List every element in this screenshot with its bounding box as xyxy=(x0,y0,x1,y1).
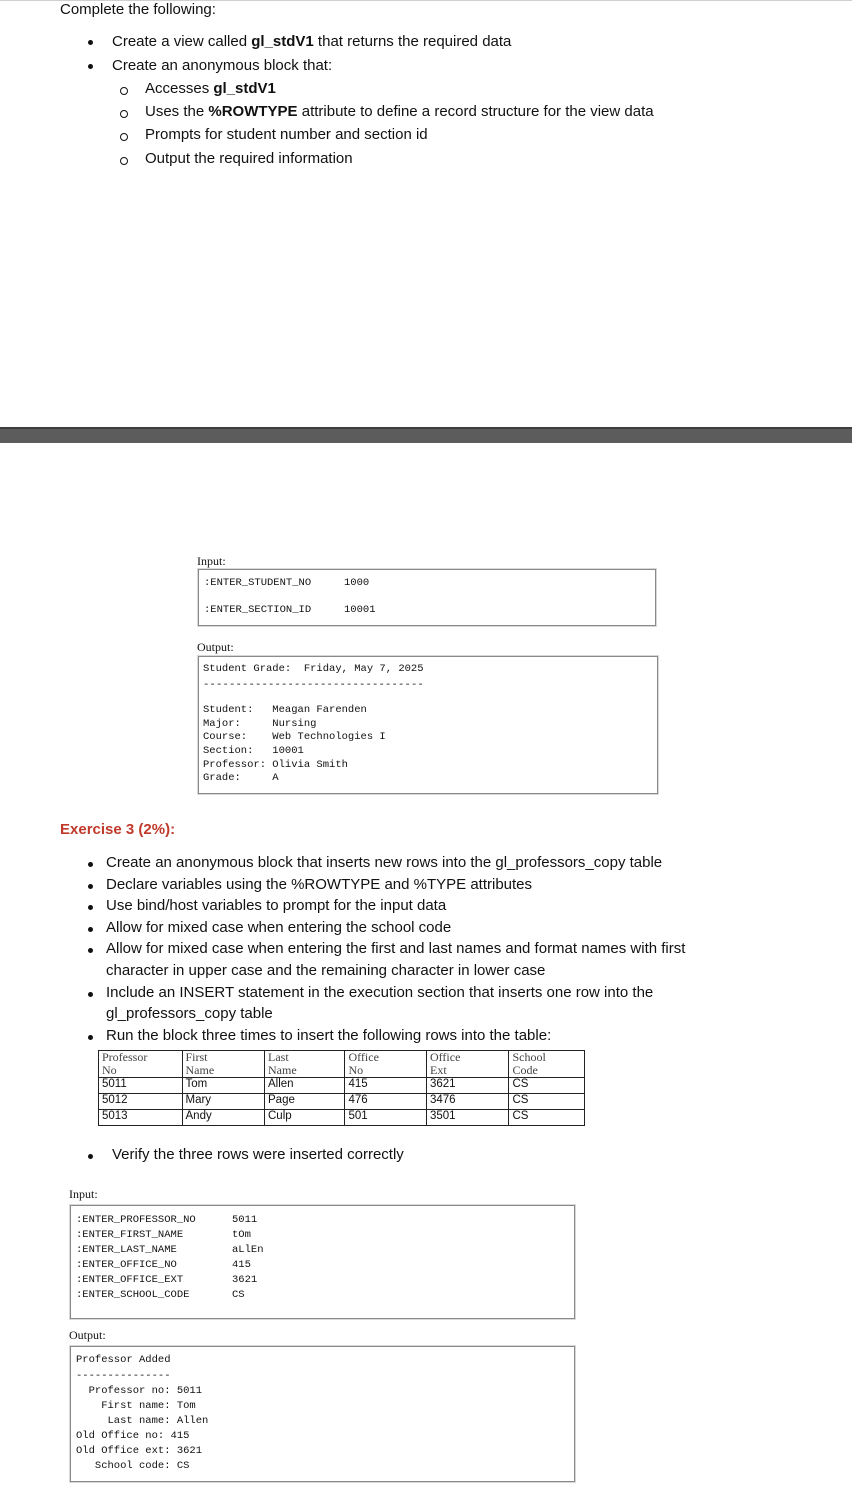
ex3-input-label: Input: xyxy=(69,1187,98,1201)
ex2-output-line: Professor: Olivia Smith xyxy=(203,759,348,771)
table-cell: CS xyxy=(509,1094,585,1110)
ex3-bullet: Include an INSERT statement in the execution section that inserts one row into the xyxy=(106,984,654,1001)
sub-bullet-1: Accesses gl_stdV1 xyxy=(145,80,276,97)
bullet-dot xyxy=(88,1035,93,1040)
sub-bullet-ring xyxy=(120,133,128,141)
ex3-input-name: :ENTER_FIRST_NAME xyxy=(76,1229,184,1241)
ex3-input-name: :ENTER_SCHOOL_CODE xyxy=(76,1289,190,1301)
ex3-bullet: Declare variables using the %ROWTYPE and %TYPE attributes xyxy=(106,876,533,893)
ex2-output-label: Output: xyxy=(197,640,234,654)
header-cell: Professor No xyxy=(99,1051,183,1078)
table-cell: CS xyxy=(509,1078,585,1094)
page-divider xyxy=(0,427,852,443)
ex2-input-label: Input: xyxy=(197,554,226,568)
ex2-output-title: Student Grade: Friday, May 7, 2025 xyxy=(203,663,424,675)
ex3-input-value: CS xyxy=(232,1289,245,1301)
table-cell: 501 xyxy=(345,1110,427,1126)
professors-table xyxy=(98,1050,585,1126)
table-cell: Andy xyxy=(182,1110,265,1126)
top-bullet-1: Create a view called gl_stdV1 that returns the required data xyxy=(112,33,512,50)
ex3-input-name: :ENTER_OFFICE_EXT xyxy=(76,1274,184,1286)
sub-bullet-4: Output the required information xyxy=(145,150,353,167)
top-heading: Complete the following: xyxy=(60,1,216,18)
ex3-output-line: Last name: Allen xyxy=(76,1415,209,1427)
ex2-input-name: :ENTER_SECTION_ID xyxy=(204,604,312,616)
bullet-dot xyxy=(88,1154,93,1159)
ex3-input-value: 415 xyxy=(232,1259,251,1271)
ex3-title: Exercise 3 (2%): xyxy=(60,821,176,838)
bullet-dot xyxy=(88,927,93,932)
ex3-bullet: Allow for mixed case when entering the school code xyxy=(106,919,452,936)
sub-bullet-ring xyxy=(120,87,128,95)
ex3-bullet: Run the block three times to insert the following rows into the table: xyxy=(106,1027,552,1044)
bullet-dot xyxy=(88,862,93,867)
ex3-input-value: aLlEn xyxy=(232,1244,264,1256)
table-cell: 5013 xyxy=(99,1110,183,1126)
table-cell: Tom xyxy=(182,1078,265,1094)
sub-bullet-3: Prompts for student number and section id xyxy=(145,126,428,143)
top-bullet-2: Create an anonymous block that: xyxy=(112,57,333,74)
verify-text: Verify the three rows were inserted correctly xyxy=(112,1146,404,1163)
table-cell: 415 xyxy=(345,1078,427,1094)
bullet-dot xyxy=(88,64,93,69)
ex3-output-line: School code: CS xyxy=(76,1460,190,1472)
table-cell: Page xyxy=(265,1094,345,1110)
ex3-input-name: :ENTER_LAST_NAME xyxy=(76,1244,177,1256)
sub-bullet-2: Uses the %ROWTYPE attribute to define a record structure for the view data xyxy=(145,103,654,120)
table-row xyxy=(99,1094,585,1110)
header-cell: Office Ext xyxy=(426,1051,509,1078)
table-cell: 3476 xyxy=(426,1094,509,1110)
ex3-output-title: Professor Added xyxy=(76,1354,171,1366)
ex3-bullet-cont: character in upper case and the remaining character in lower case xyxy=(106,962,546,979)
ex2-output-line: Section: 10001 xyxy=(203,745,304,757)
table-cell: 3501 xyxy=(426,1110,509,1126)
ex2-input-value: 1000 xyxy=(344,577,370,589)
ex3-output-line: Old Office no: 415 xyxy=(76,1430,190,1442)
table-row xyxy=(99,1110,585,1126)
ex3-input-value: tOm xyxy=(232,1229,251,1241)
table-cell: 476 xyxy=(345,1094,427,1110)
ex3-output-line: Professor no: 5011 xyxy=(76,1385,203,1397)
table-cell: Mary xyxy=(182,1094,265,1110)
ex3-bullet: Create an anonymous block that inserts new rows into the gl_professors_copy table xyxy=(106,854,663,871)
ex3-bullet: Use bind/host variables to prompt for the input data xyxy=(106,897,447,914)
table-cell: CS xyxy=(509,1110,585,1126)
header-cell: First Name xyxy=(182,1051,265,1078)
ex3-output-line: Old Office ext: 3621 xyxy=(76,1445,203,1457)
table-row xyxy=(99,1078,585,1094)
table-cell: Culp xyxy=(265,1110,345,1126)
bullet-dot xyxy=(88,992,93,997)
table-cell: 5011 xyxy=(99,1078,183,1094)
ex2-output-line: Course: Web Technologies I xyxy=(203,731,386,743)
ex3-input-value: 5011 xyxy=(232,1214,258,1226)
table-cell: 3621 xyxy=(426,1078,509,1094)
table-header-row xyxy=(99,1051,585,1078)
sub-bullet-ring xyxy=(120,110,128,118)
bullet-dot xyxy=(88,40,93,45)
ex2-output-line: Grade: A xyxy=(203,772,279,784)
ex2-output-line: Student: Meagan Farenden xyxy=(203,704,367,716)
ex3-input-name: :ENTER_PROFESSOR_NO xyxy=(76,1214,196,1226)
table-cell: 5012 xyxy=(99,1094,183,1110)
ex3-output-line: First name: Tom xyxy=(76,1400,196,1412)
bullet-dot xyxy=(88,948,93,953)
ex2-input-name: :ENTER_STUDENT_NO xyxy=(204,577,312,589)
ex2-output-line: Major: Nursing xyxy=(203,718,317,730)
ex3-output-rule: --------------- xyxy=(76,1370,171,1382)
bullet-dot xyxy=(88,905,93,910)
ex3-bullet: Allow for mixed case when entering the first and last names and format names with first xyxy=(106,940,686,957)
header-cell: School Code xyxy=(509,1051,585,1078)
header-cell: Last Name xyxy=(265,1051,345,1078)
sub-bullet-ring xyxy=(120,157,128,165)
ex2-output-rule: ---------------------------------- xyxy=(203,679,425,691)
ex3-input-name: :ENTER_OFFICE_NO xyxy=(76,1259,177,1271)
top-rule xyxy=(0,0,852,1)
header-cell: Office No xyxy=(345,1051,427,1078)
ex3-bullet-cont: gl_professors_copy table xyxy=(106,1005,273,1022)
ex3-input-value: 3621 xyxy=(232,1274,258,1286)
ex2-input-value: 10001 xyxy=(344,604,376,616)
table-cell: Allen xyxy=(265,1078,345,1094)
ex3-output-label: Output: xyxy=(69,1328,106,1342)
bullet-dot xyxy=(88,884,93,889)
